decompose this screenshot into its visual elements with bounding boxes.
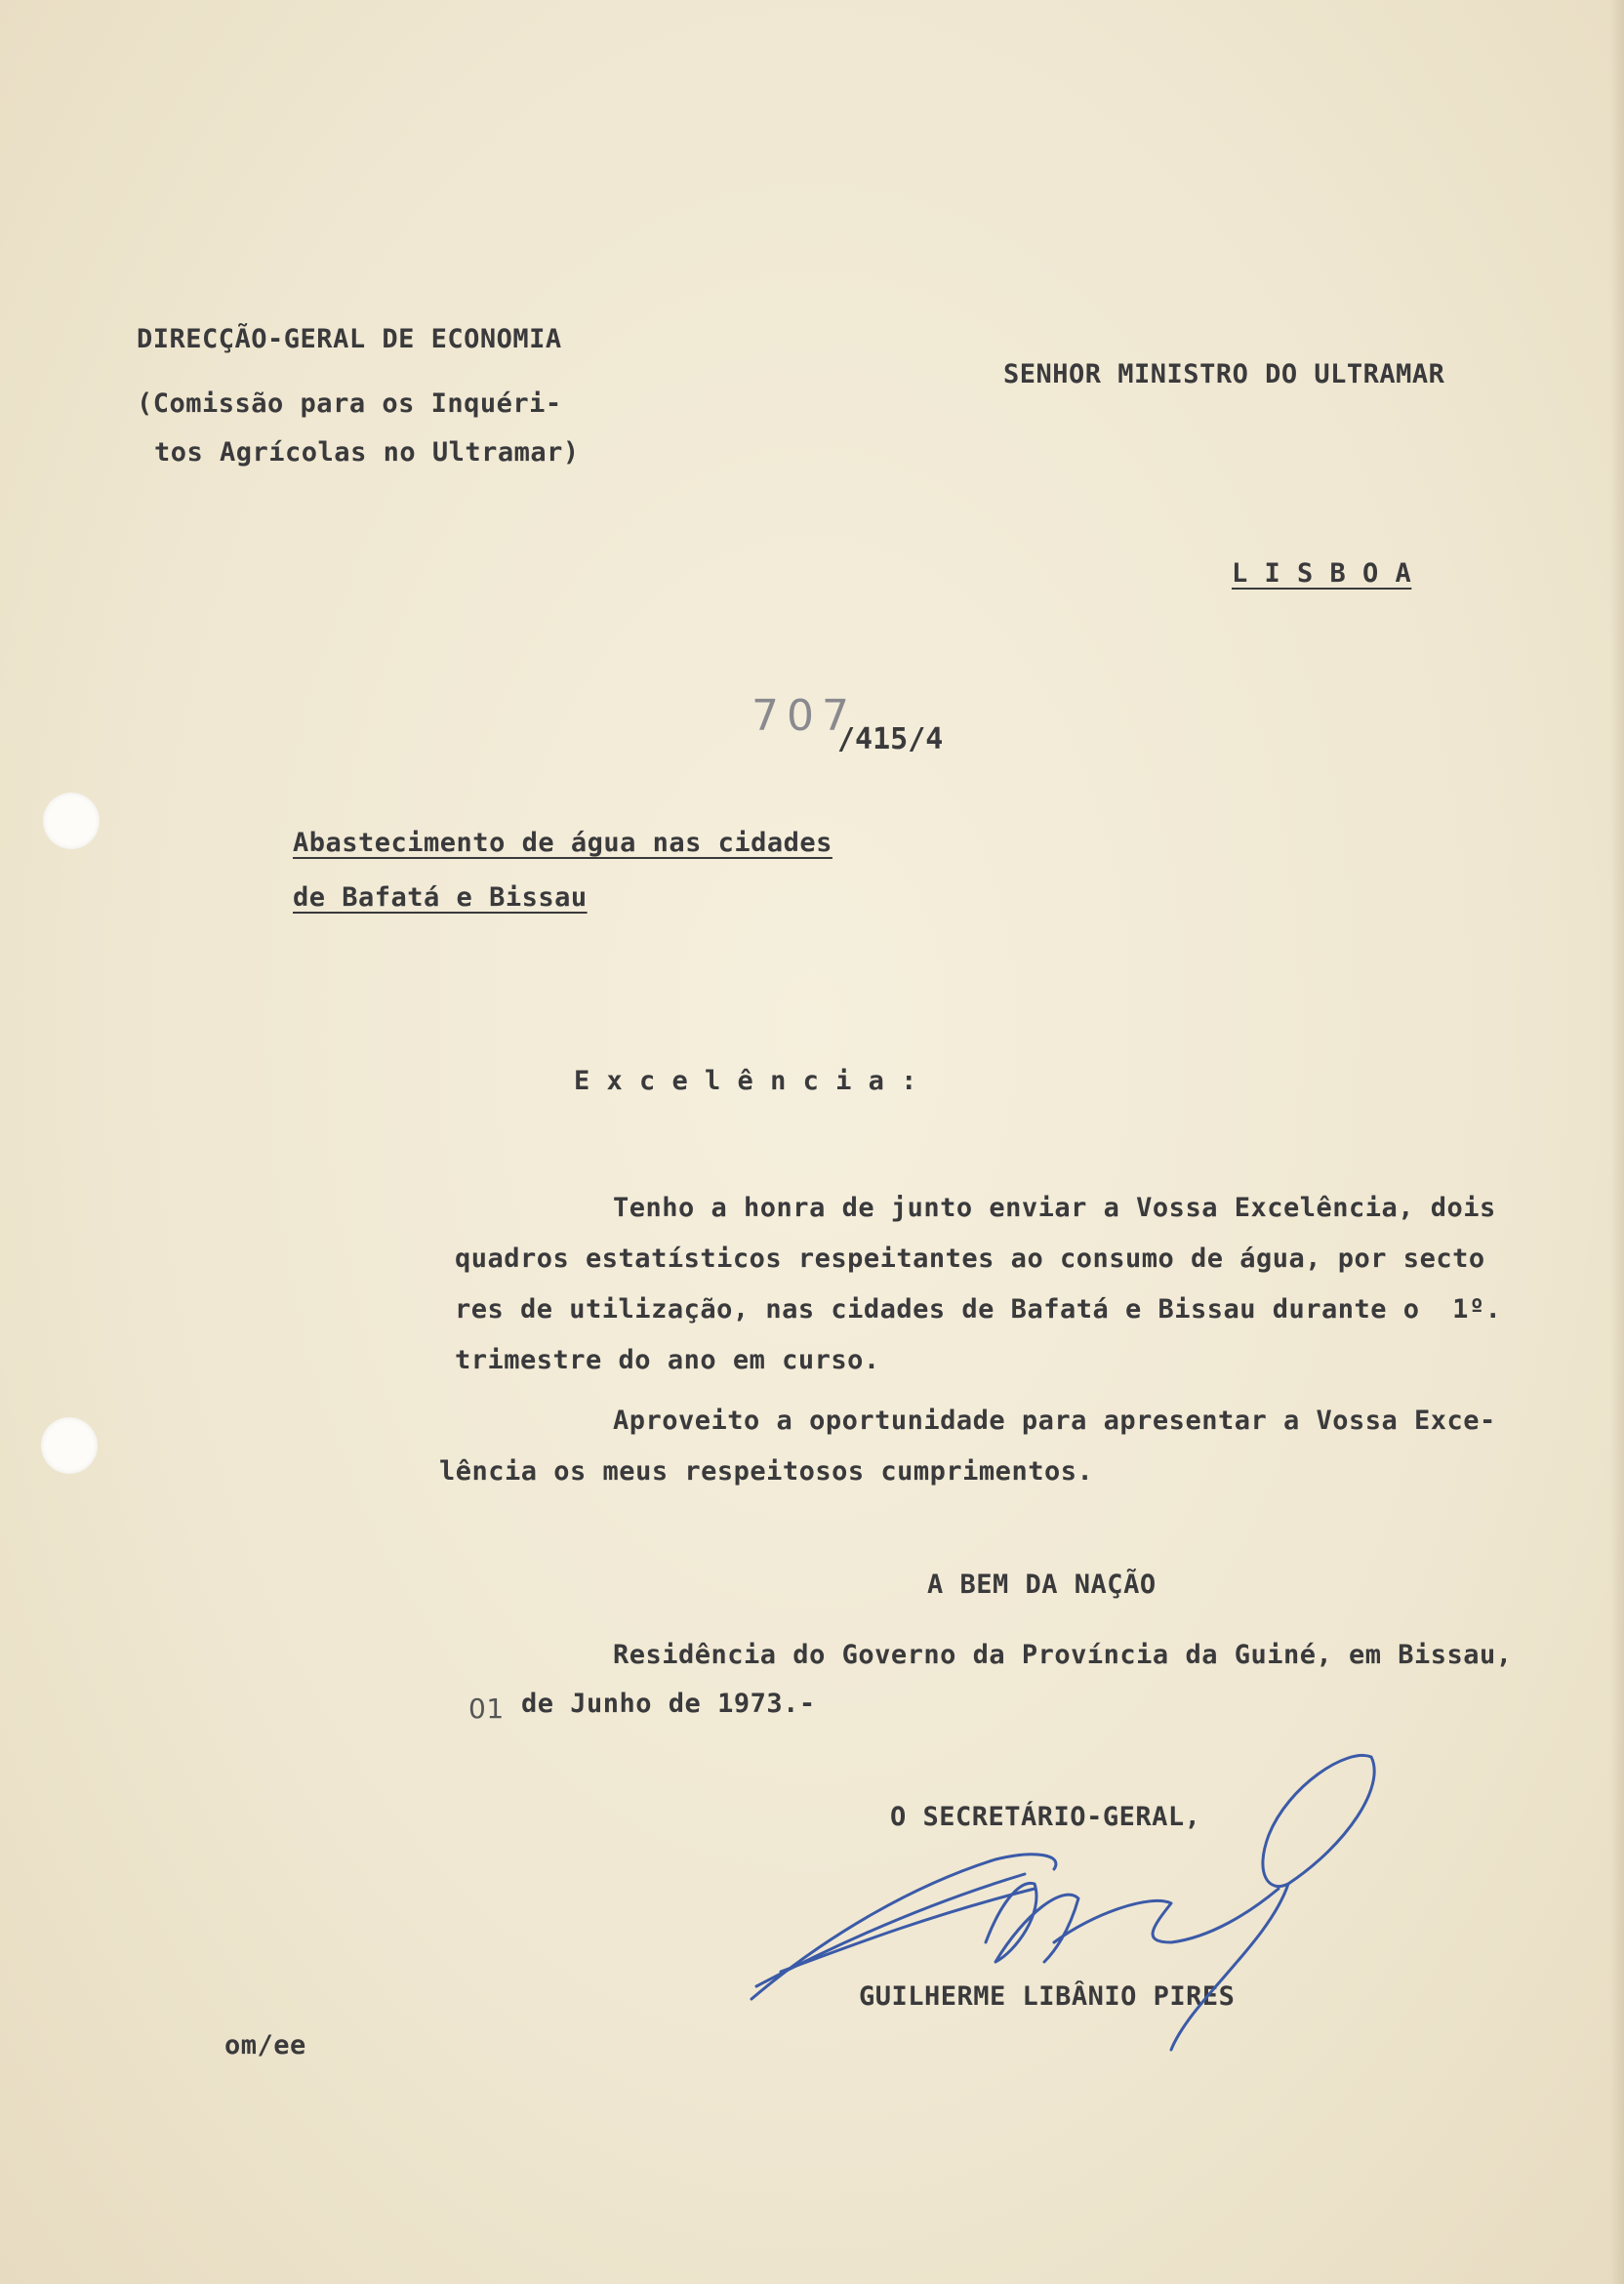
body-p1-line-1: Tenho a honra de junto enviar a Vossa Excelência, dois xyxy=(613,1193,1496,1223)
org-line-1: DIRECÇÃO-GERAL DE ECONOMIA xyxy=(137,324,562,354)
signature-name: GUILHERME LIBÂNIO PIRES xyxy=(859,1981,1236,2012)
body-p2-line-1: Aproveito a oportunidade para apresentar a Vossa Exce- xyxy=(613,1406,1496,1436)
reference-suffix: /415/4 xyxy=(837,722,944,756)
body-p1-line-4: trimestre do ano em curso. xyxy=(455,1345,880,1375)
addressee: SENHOR MINISTRO DO ULTRAMAR xyxy=(1003,359,1445,389)
addressee-city: L I S B O A xyxy=(1232,558,1412,589)
org-line-3: tos Agrícolas no Ultramar) xyxy=(154,437,580,468)
closing-day: 01 xyxy=(468,1693,505,1725)
salutation: E x c e l ê n c i a : xyxy=(574,1066,917,1096)
paper-edge-shadow xyxy=(1610,0,1624,2284)
subject-line-1: Abastecimento de água nas cidades xyxy=(293,828,832,858)
body-p1-line-2: quadros estatísticos respeitantes ao consumo de água, por secto xyxy=(455,1244,1485,1274)
body-p1-line-3: res de utilização, nas cidades de Bafatá e Bissau durante o 1º. xyxy=(455,1294,1502,1325)
signature-title: O SECRETÁRIO-GERAL, xyxy=(890,1802,1201,1832)
body-p2-line-2: lência os meus respeitosos cumprimentos. xyxy=(439,1456,1094,1487)
closing-motto: A BEM DA NAÇÃO xyxy=(927,1570,1157,1600)
typist-initials: om/ee xyxy=(224,2030,306,2060)
closing-date: de Junho de 1973.- xyxy=(521,1689,816,1719)
closing-place: Residência do Governo da Província da Guiné, em Bissau, xyxy=(613,1640,1513,1670)
punch-hole-lower xyxy=(41,1417,98,1474)
punch-hole-upper xyxy=(43,793,100,849)
reference-stamp-number: 707 xyxy=(751,691,857,741)
subject-line-2: de Bafatá e Bissau xyxy=(293,882,588,913)
org-line-2: (Comissão para os Inquéri- xyxy=(137,388,562,419)
